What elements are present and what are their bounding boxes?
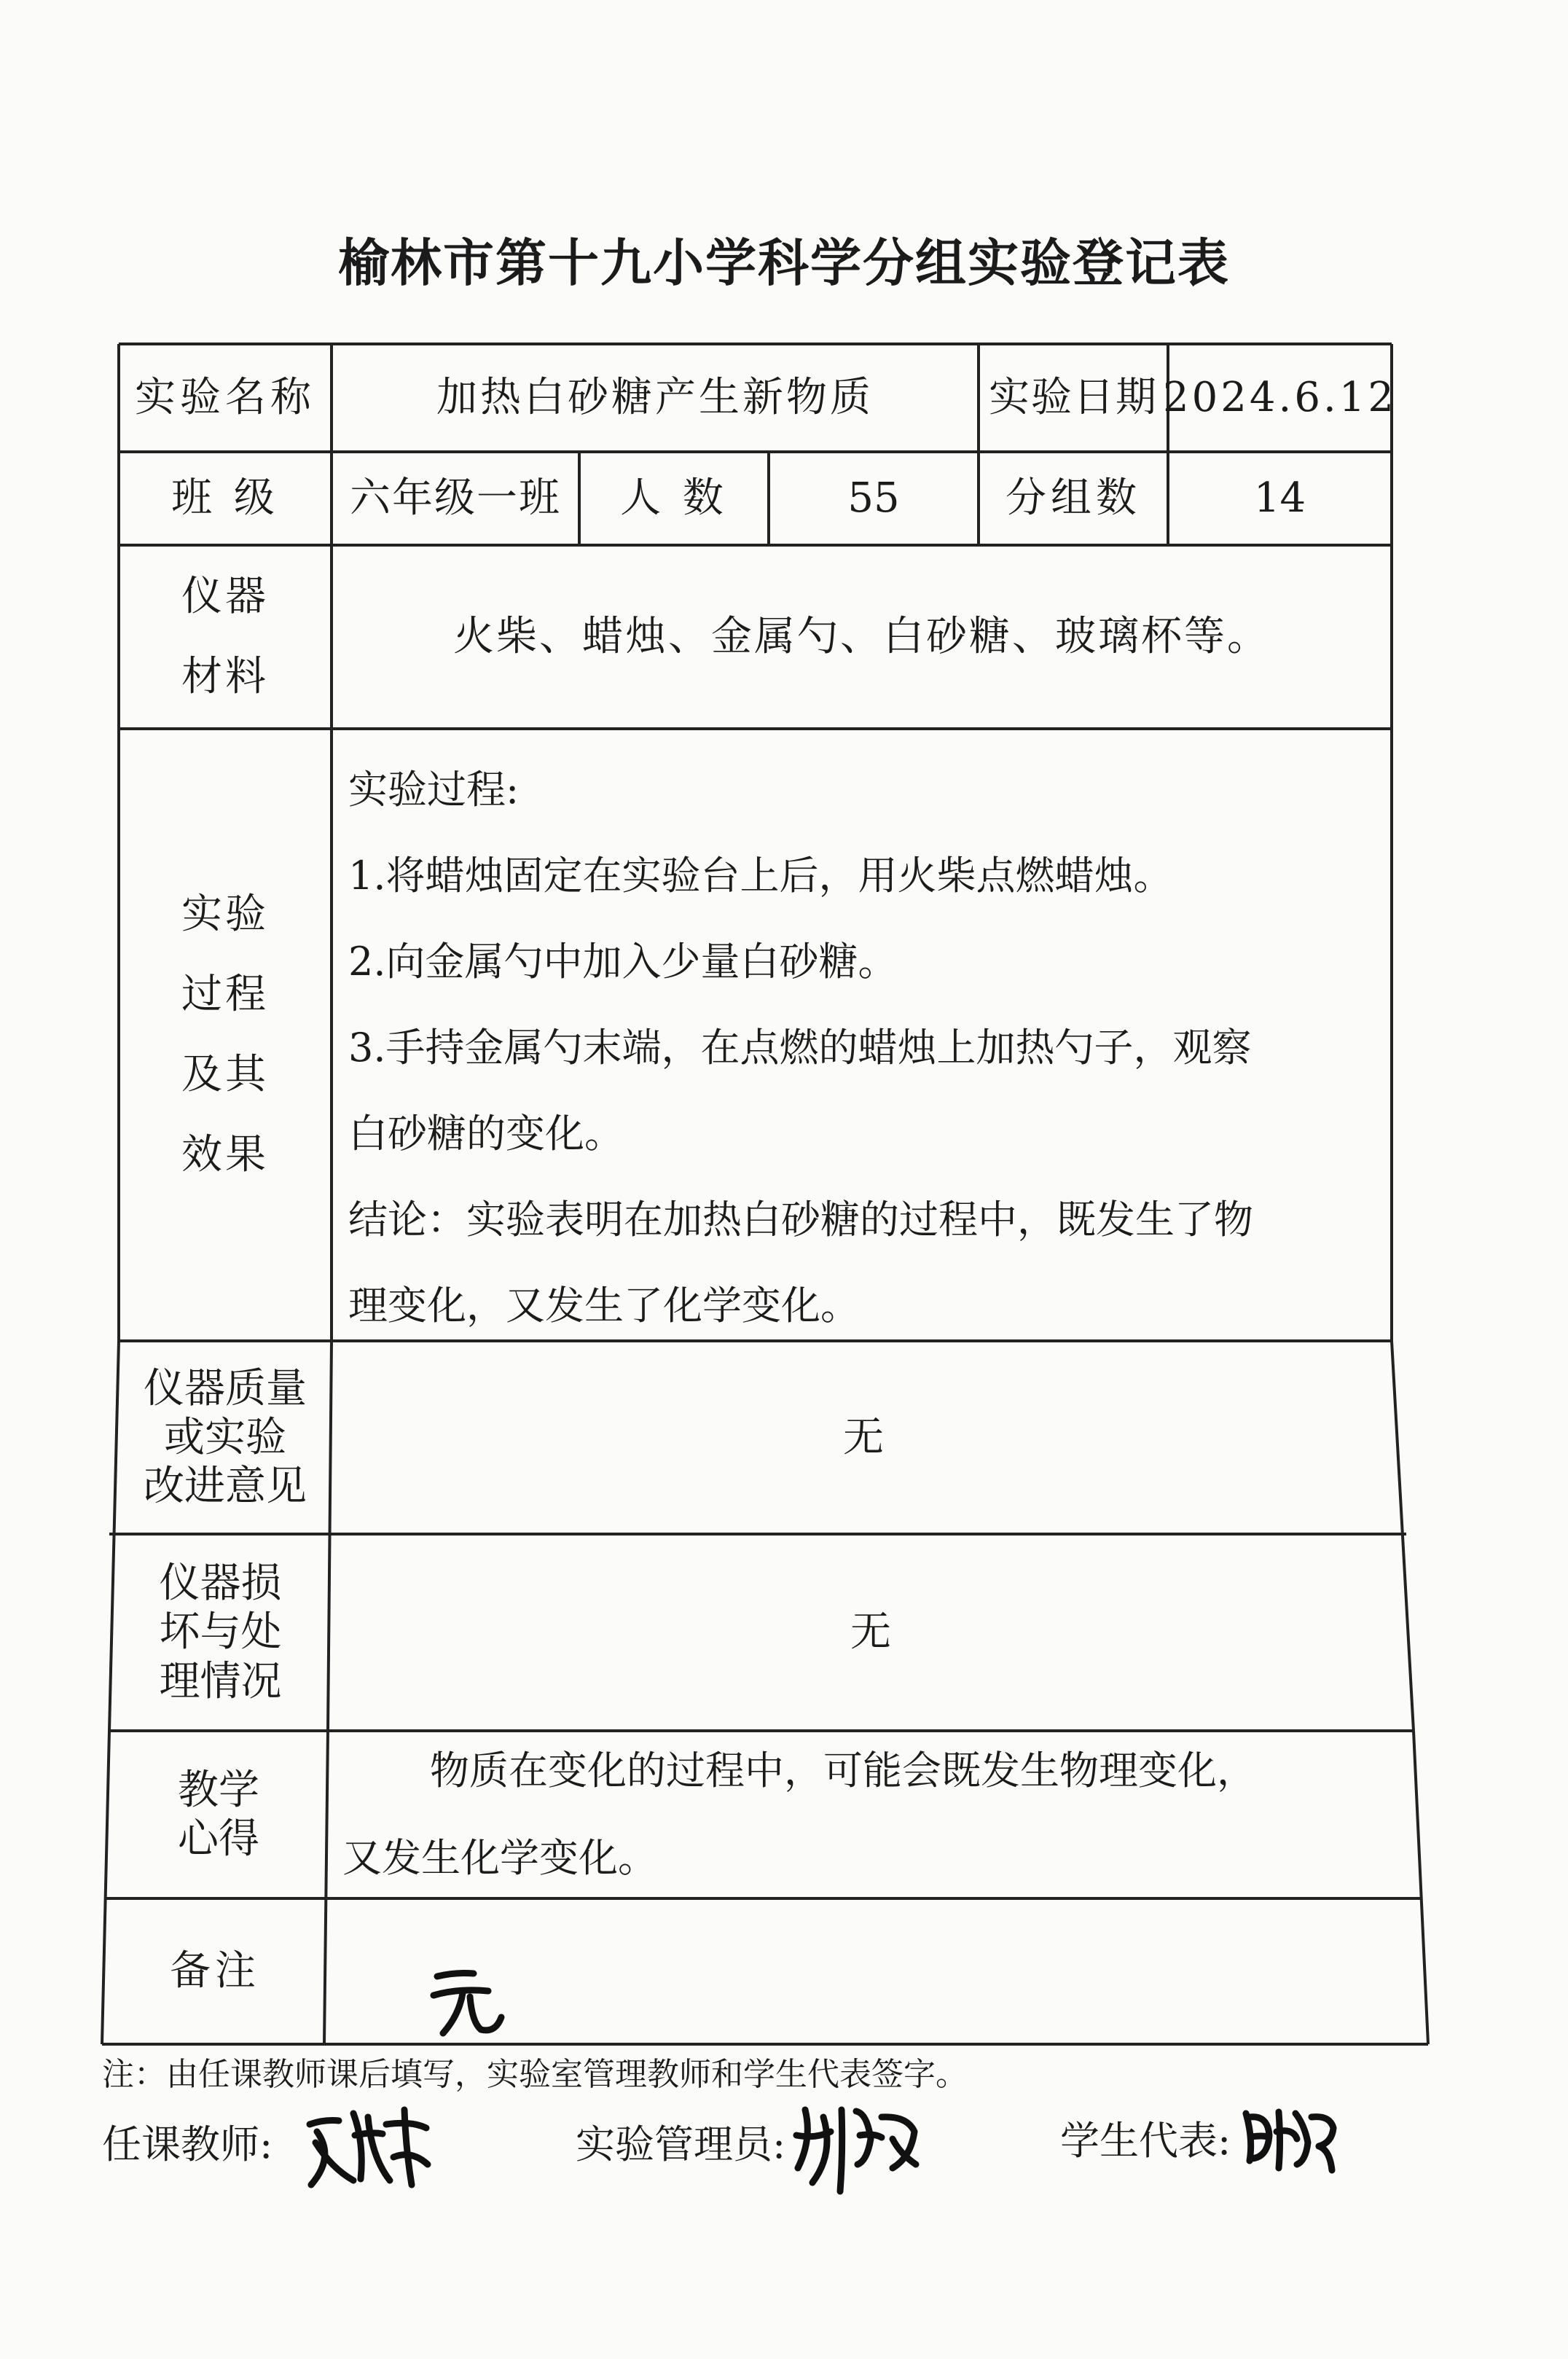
experiment-name-value: 加热白砂糖产生新物质 (436, 374, 874, 421)
teacher-label: 任课教师: (102, 2121, 273, 2167)
process-label-line: 效果 (181, 1131, 269, 1178)
process-line: 白砂糖的变化。 (348, 1111, 624, 1157)
reflection-label (109, 1731, 328, 1898)
process-line: 1.将蜡烛固定在实验台上后，用火柴点燃蜡烛。 (348, 853, 1173, 899)
process-label-line: 及其 (181, 1051, 269, 1098)
student-count-label: 人 数 (620, 474, 728, 522)
quality-label (119, 1341, 332, 1534)
damage-label-line: 仪器损 (159, 1560, 282, 1608)
materials-value: 火柴、蜡烛、金属勺、白砂糖、玻璃杯等。 (453, 613, 1270, 660)
manager-signature (791, 2095, 922, 2197)
student-signature (1239, 2099, 1341, 2179)
damage-value: 无 (850, 1608, 891, 1656)
quality-label-line: 改进意见 (144, 1463, 307, 1511)
footer-note: 注：由任课教师课后填写，实验室管理教师和学生代表签字。 (102, 2056, 968, 2093)
reflection-line: 物质在变化的过程中，可能会既发生物理变化， (430, 1748, 1256, 1793)
process-line: 结论：实验表明在加热白砂糖的过程中，既发生了物 (348, 1197, 1253, 1243)
process-label-line: 过程 (181, 971, 269, 1018)
process-line: 3.手持金属勺末端，在点燃的蜡烛上加热勺子，观察 (348, 1025, 1252, 1071)
class-value: 六年级一班 (350, 474, 561, 522)
reflection-line: 又发生化学变化。 (342, 1835, 657, 1881)
damage-label (113, 1534, 328, 1731)
materials-label-line: 仪器 (181, 573, 269, 620)
process-label-line: 实验 (181, 891, 269, 938)
process-text (348, 747, 1383, 1349)
student-label: 学生代表: (1060, 2118, 1231, 2164)
process-line: 理变化，又发生了化学变化。 (348, 1283, 860, 1329)
experiment-name-label: 实验名称 (135, 374, 315, 421)
manager-label: 实验管理员: (576, 2121, 786, 2167)
teacher-signature (302, 2099, 434, 2194)
quality-label-line: 仪器质量 (144, 1364, 307, 1412)
quality-label-line: 或实验 (164, 1413, 286, 1461)
remarks-handwritten-value (430, 1960, 510, 2041)
group-count-value: 14 (1253, 474, 1306, 522)
materials-label-line: 材料 (181, 653, 269, 700)
experiment-date-label: 实验日期 (989, 374, 1158, 421)
process-line: 实验过程: (348, 767, 520, 813)
damage-label-line: 坏与处 (159, 1608, 282, 1656)
remarks-label: 备注 (170, 1947, 260, 1995)
process-line: 2.向金属勺中加入少量白砂糖。 (348, 939, 898, 985)
reflection-label-line: 心得 (178, 1815, 259, 1863)
reflection-label-line: 教学 (178, 1766, 259, 1814)
damage-label-line: 理情况 (159, 1657, 282, 1705)
process-label (119, 729, 332, 1341)
materials-label (119, 545, 332, 729)
experiment-date-value: 2024.6.12 (1163, 374, 1398, 421)
form-title: 榆林市第十九小学科学分组实验登记表 (338, 233, 1230, 293)
reflection-text (342, 1727, 1406, 1902)
group-count-label: 分组数 (1006, 474, 1141, 522)
student-count-value: 55 (847, 474, 900, 522)
quality-value: 无 (843, 1413, 884, 1461)
class-label: 班 级 (171, 474, 279, 522)
